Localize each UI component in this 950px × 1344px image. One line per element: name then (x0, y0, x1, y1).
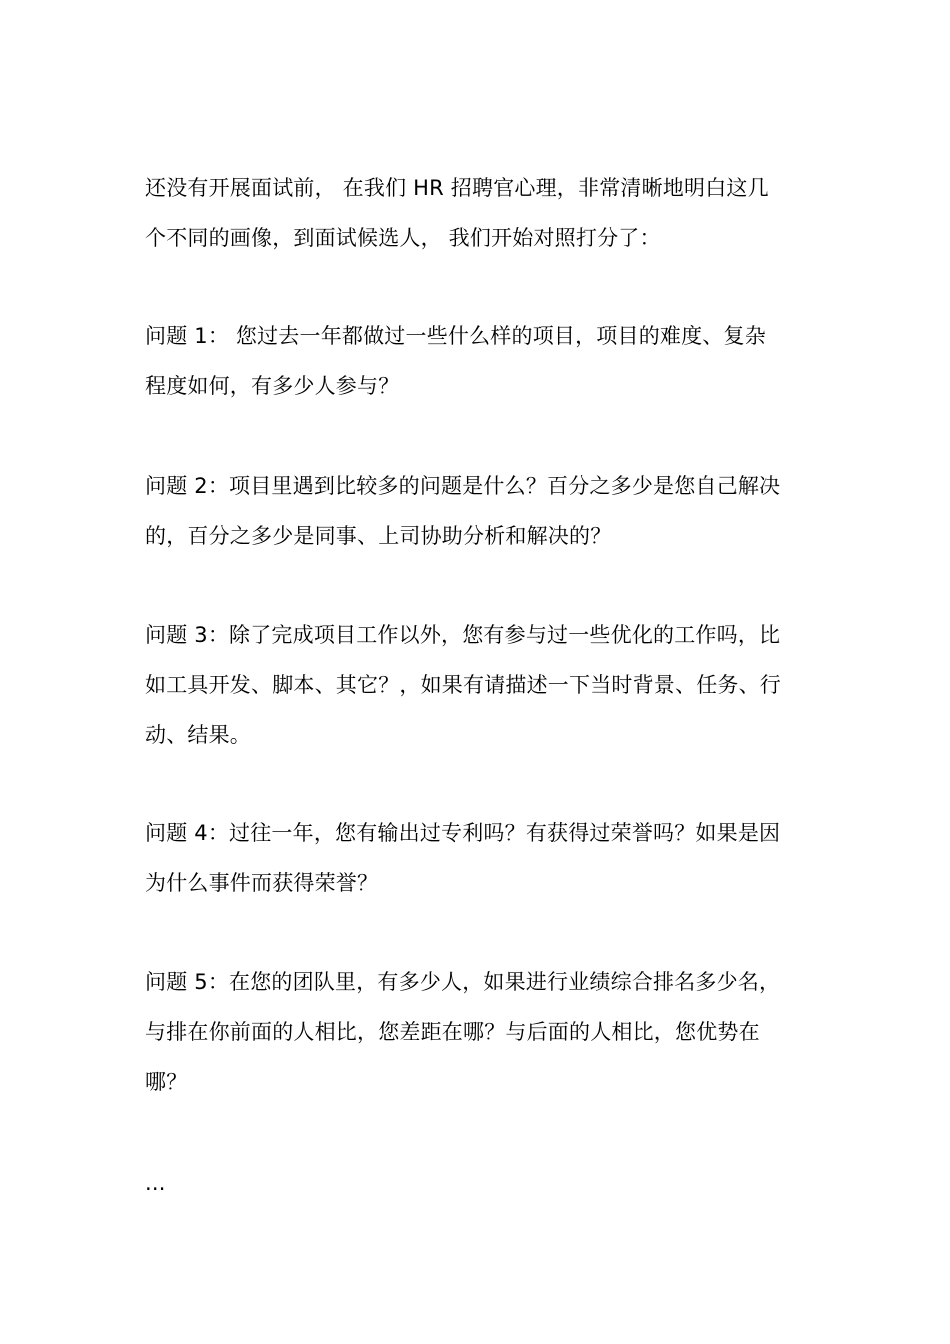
text-line: 个不同的画像，到面试候选人， 我们开始对照打分了： (145, 226, 661, 250)
text-line: 动、结果。 (145, 723, 251, 747)
question-3-paragraph (145, 610, 810, 760)
text-line: 问题 1： 您过去一年都做过一些什么样的项目，项目的难度、复杂 (145, 324, 766, 348)
text-line: 哪？ (145, 1070, 188, 1094)
intro-paragraph (145, 163, 810, 263)
text-line: 的，百分之多少是同事、上司协助分析和解决的？ (145, 524, 612, 548)
text-line: 为什么事件而获得荣誉？ (145, 871, 379, 895)
question-4-paragraph (145, 808, 810, 908)
text-line: 还没有开展面试前， 在我们 HR 招聘官心理，非常清晰地明白这几 (145, 176, 769, 200)
text-line: 问题 3：除了完成项目工作以外，您有参与过一些优化的工作吗，比 (145, 623, 781, 647)
ellipsis-text: ... (145, 1171, 166, 1195)
text-line: 问题 5：在您的团队里，有多少人，如果进行业绩综合排名多少名， (145, 970, 781, 994)
ellipsis-paragraph (145, 1158, 810, 1208)
text-line: 与排在你前面的人相比，您差距在哪？与后面的人相比，您优势在 (145, 1020, 760, 1044)
text-line: 如工具开发、脚本、其它？，如果有请描述一下当时背景、任务、行 (145, 673, 781, 697)
text-line: 问题 4：过往一年，您有输出过专利吗？有获得过荣誉吗？如果是因 (145, 821, 781, 845)
question-2-paragraph (145, 461, 810, 561)
question-1-paragraph (145, 311, 810, 411)
text-line: 问题 2：项目里遇到比较多的问题是什么？百分之多少是您自己解决 (145, 474, 781, 498)
text-line: 程度如何，有多少人参与？ (145, 374, 400, 398)
question-5-paragraph (145, 957, 810, 1107)
